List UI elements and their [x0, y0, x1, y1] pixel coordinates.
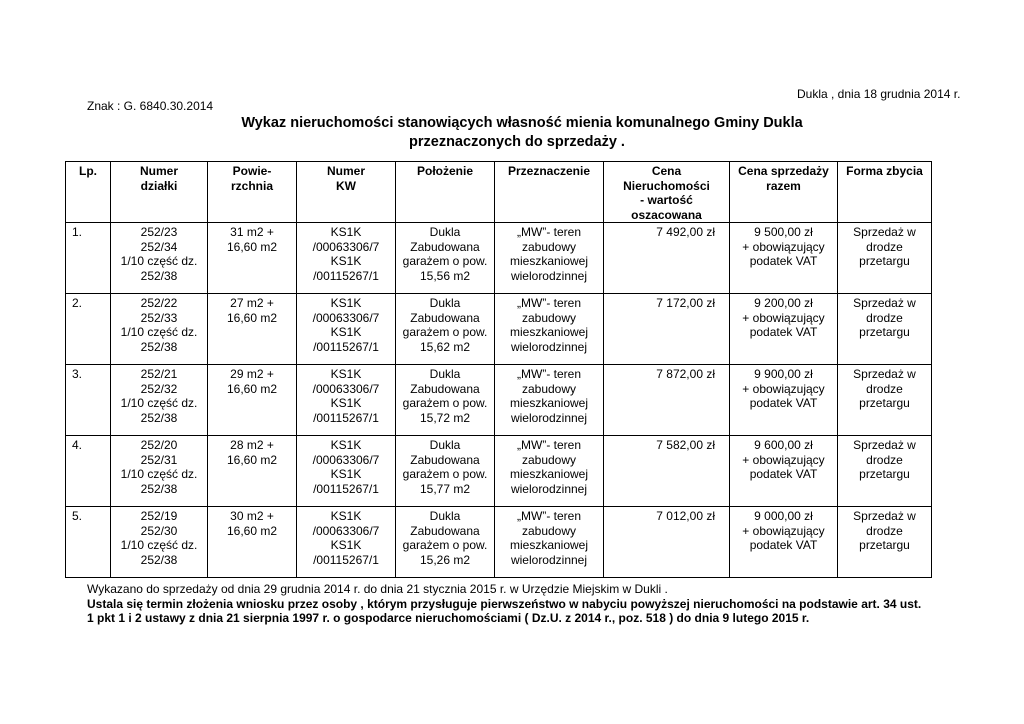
cell-text: garażem o pow.: [402, 538, 488, 552]
cell-text: 31 m2 +: [230, 225, 274, 239]
cell-forma-zbycia: [838, 507, 932, 578]
table-header-row: [66, 162, 932, 223]
table-row: [66, 436, 932, 507]
cell-text: 15,56 m2: [419, 268, 471, 283]
cell-text: 15,62 m2: [419, 339, 471, 354]
cell-text: KS1K: [330, 538, 362, 552]
cell-powierzchnia: [208, 436, 297, 507]
cell-text: przetargu: [859, 538, 910, 552]
cell-text: + obowiązujący: [742, 239, 825, 254]
cell-text: 252/31: [140, 452, 178, 467]
cell-text: 16,60 m2: [226, 310, 278, 325]
cell-text: Dukla: [429, 367, 461, 381]
cell-text: 9 900,00 zł: [754, 367, 813, 381]
cell-przeznaczenie: [495, 436, 604, 507]
cell-text: /00063306/7: [312, 452, 380, 467]
cell-cena-sprzedazy: [730, 507, 838, 578]
cell-text: mieszkaniowej: [509, 467, 589, 481]
table-row: [66, 294, 932, 365]
cell-text: /00115267/1: [313, 268, 379, 283]
column-header-text: działki: [140, 178, 178, 193]
cell-text: 252/23: [140, 225, 178, 239]
cell-text: 7 012,00 zł: [656, 509, 715, 523]
cell-text: 15,26 m2: [419, 552, 471, 567]
cell-text: „MW”- teren: [517, 367, 581, 381]
cell-text: 252/30: [140, 523, 178, 538]
cell-forma-zbycia: [838, 223, 932, 294]
property-table: [65, 161, 932, 578]
cell-text: Dukla: [429, 438, 461, 452]
column-header-text: Numer: [139, 164, 178, 178]
cell-text: KS1K: [330, 296, 362, 310]
cell-text: /00063306/7: [312, 310, 380, 325]
cell-text: zabudowy: [521, 310, 577, 325]
column-header-forma-zbycia: [838, 162, 932, 223]
cell-text: 1/10 część dz.: [120, 254, 198, 268]
cell-text: 252/21: [140, 367, 178, 381]
cell-text: 252/22: [140, 296, 178, 310]
cell-text: /00063306/7: [312, 523, 380, 538]
column-header-numer-dzialki: [111, 162, 208, 223]
cell-text: przetargu: [859, 325, 910, 339]
cell-text: „MW”- teren: [517, 438, 581, 452]
column-header-cena-sprzedazy: [730, 162, 838, 223]
column-header-text: Cena: [651, 164, 682, 178]
cell-text: /00063306/7: [312, 239, 380, 254]
cell-text: KS1K: [330, 509, 362, 523]
cell-text: KS1K: [330, 325, 362, 339]
cell-text: Sprzedaż w: [853, 438, 916, 452]
cell-przeznaczenie: [495, 507, 604, 578]
column-header-cena: [604, 162, 730, 223]
cell-text: garażem o pow.: [402, 467, 488, 481]
column-header-text: Cena sprzedaży: [738, 164, 829, 178]
cell-text: /00115267/1: [313, 552, 379, 567]
cell-text: 1/10 część dz.: [120, 396, 198, 410]
column-header-text: Przeznaczenie: [507, 164, 591, 178]
cell-text: + obowiązujący: [742, 310, 825, 325]
cell-powierzchnia: [208, 507, 297, 578]
cell-lp: [66, 436, 111, 507]
cell-text: podatek VAT: [749, 254, 818, 268]
reference-number: Znak : G. 6840.30.2014: [87, 99, 214, 113]
cell-text: drodze: [866, 381, 903, 396]
cell-text: /00115267/1: [313, 481, 379, 496]
cell-text: 16,60 m2: [226, 381, 278, 396]
cell-cena: [604, 507, 730, 578]
cell-text: przetargu: [859, 254, 910, 268]
column-header-text: - wartość: [640, 193, 693, 207]
column-header-numer-kw: [297, 162, 396, 223]
cell-polozenie: [396, 507, 495, 578]
cell-text: 252/20: [140, 438, 178, 452]
column-header-text: oszacowana: [631, 207, 702, 222]
column-header-text: razem: [766, 178, 801, 193]
cell-cena: [604, 436, 730, 507]
footer-notice: [87, 582, 921, 626]
cell-polozenie: [396, 365, 495, 436]
cell-text: Zabudowana: [410, 452, 480, 467]
column-header-przeznaczenie: [495, 162, 604, 223]
cell-text: wielorodzinnej: [510, 481, 588, 496]
cell-lp: [66, 223, 111, 294]
cell-numer-dzialki: [111, 365, 208, 436]
cell-text: 16,60 m2: [226, 452, 278, 467]
cell-text: 15,72 m2: [419, 410, 471, 425]
cell-text: KS1K: [330, 467, 362, 481]
cell-text: + obowiązujący: [742, 452, 825, 467]
table-body: [66, 223, 932, 578]
cell-numer-kw: [297, 436, 396, 507]
cell-text: 252/38: [140, 268, 178, 283]
cell-text: 4.: [72, 438, 83, 452]
cell-text: 3.: [72, 367, 83, 381]
column-header-text: rzchnia: [230, 178, 273, 193]
document-title: [0, 114, 1024, 152]
cell-text: 15,77 m2: [419, 481, 471, 496]
cell-powierzchnia: [208, 365, 297, 436]
table-row: [66, 223, 932, 294]
cell-text: 252/32: [140, 381, 178, 396]
cell-text: przetargu: [859, 467, 910, 481]
cell-text: 5.: [72, 509, 83, 523]
cell-numer-kw: [297, 507, 396, 578]
cell-text: wielorodzinnej: [510, 552, 588, 567]
cell-text: Zabudowana: [410, 381, 480, 396]
cell-text: 16,60 m2: [226, 523, 278, 538]
column-header-text: Powie-: [232, 164, 272, 178]
cell-text: 9 500,00 zł: [754, 225, 813, 239]
column-header-lp: [66, 162, 111, 223]
table-row: [66, 365, 932, 436]
cell-text: KS1K: [330, 396, 362, 410]
cell-text: 252/38: [140, 552, 178, 567]
cell-lp: [66, 507, 111, 578]
cell-text: 28 m2 +: [230, 438, 274, 452]
cell-text: 9 000,00 zł: [754, 509, 813, 523]
cell-text: Sprzedaż w: [853, 225, 916, 239]
footer-line-3: 1 pkt 1 i 2 ustawy z dnia 21 sierpnia 1997 r. o gospodarce nieruchomościami ( Dz.U. z 2014 r., poz. 518 ) do dnia 9 lutego 2015 r.: [87, 611, 810, 625]
cell-text: 1/10 część dz.: [120, 325, 198, 339]
cell-przeznaczenie: [495, 294, 604, 365]
column-header-powierzchnia: [208, 162, 297, 223]
cell-text: Zabudowana: [410, 523, 480, 538]
cell-text: podatek VAT: [749, 325, 818, 339]
cell-text: 27 m2 +: [230, 296, 274, 310]
cell-text: garażem o pow.: [402, 325, 488, 339]
cell-text: 7 492,00 zł: [656, 225, 715, 239]
cell-text: /00063306/7: [312, 381, 380, 396]
cell-text: 30 m2 +: [230, 509, 274, 523]
cell-text: Dukla: [429, 509, 461, 523]
cell-cena: [604, 223, 730, 294]
cell-text: KS1K: [330, 225, 362, 239]
cell-text: 7 582,00 zł: [656, 438, 715, 452]
cell-text: drodze: [866, 523, 903, 538]
footer-line-1: Wykazano do sprzedaży od dnia 29 grudnia 2014 r. do dnia 21 stycznia 2015 r. w Urzędzie Miejskim w Dukli .: [87, 582, 668, 596]
cell-numer-kw: [297, 365, 396, 436]
cell-numer-kw: [297, 223, 396, 294]
cell-text: 252/38: [140, 481, 178, 496]
cell-text: drodze: [866, 239, 903, 254]
cell-text: mieszkaniowej: [509, 254, 589, 268]
cell-text: KS1K: [330, 438, 362, 452]
cell-text: wielorodzinnej: [510, 268, 588, 283]
cell-text: + obowiązujący: [742, 381, 825, 396]
cell-numer-dzialki: [111, 507, 208, 578]
cell-cena: [604, 294, 730, 365]
cell-numer-dzialki: [111, 294, 208, 365]
cell-numer-kw: [297, 294, 396, 365]
cell-text: podatek VAT: [749, 467, 818, 481]
column-header-text: Forma zbycia: [846, 164, 923, 178]
cell-lp: [66, 365, 111, 436]
cell-text: zabudowy: [521, 523, 577, 538]
table-row: [66, 507, 932, 578]
cell-text: /00115267/1: [313, 410, 379, 425]
column-header-text: KW: [336, 178, 356, 193]
column-header-polozenie: [396, 162, 495, 223]
cell-cena-sprzedazy: [730, 223, 838, 294]
cell-text: Dukla: [429, 296, 461, 310]
cell-text: „MW”- teren: [517, 225, 581, 239]
cell-text: 252/33: [140, 310, 178, 325]
cell-text: 1/10 część dz.: [120, 467, 198, 481]
cell-text: 9 600,00 zł: [754, 438, 813, 452]
cell-text: zabudowy: [521, 239, 577, 254]
cell-forma-zbycia: [838, 365, 932, 436]
document-date: Dukla , dnia 18 grudnia 2014 r.: [797, 87, 961, 101]
cell-text: 1.: [72, 225, 83, 239]
cell-text: Sprzedaż w: [853, 509, 916, 523]
cell-text: Zabudowana: [410, 239, 480, 254]
cell-text: 252/19: [140, 509, 178, 523]
cell-lp: [66, 294, 111, 365]
cell-text: garażem o pow.: [402, 254, 488, 268]
cell-text: Sprzedaż w: [853, 296, 916, 310]
cell-text: mieszkaniowej: [509, 325, 589, 339]
cell-cena-sprzedazy: [730, 365, 838, 436]
cell-text: 252/38: [140, 410, 178, 425]
cell-cena: [604, 365, 730, 436]
column-header-text: Lp.: [79, 164, 97, 178]
cell-powierzchnia: [208, 294, 297, 365]
cell-polozenie: [396, 223, 495, 294]
cell-przeznaczenie: [495, 365, 604, 436]
column-header-text: Nieruchomości: [623, 178, 710, 193]
cell-numer-dzialki: [111, 223, 208, 294]
cell-polozenie: [396, 294, 495, 365]
cell-text: 252/34: [140, 239, 178, 254]
cell-text: 7 872,00 zł: [656, 367, 715, 381]
cell-text: drodze: [866, 310, 903, 325]
cell-text: „MW”- teren: [517, 509, 581, 523]
footer-line-2: Ustala się termin złożenia wniosku przez osoby , którym przysługuje pierwszeństwo w nabyciu powyższej nieruchomości na podstawie art. 34 ust.: [87, 596, 922, 611]
cell-text: 7 172,00 zł: [656, 296, 715, 310]
cell-text: 1/10 część dz.: [120, 538, 198, 552]
cell-forma-zbycia: [838, 436, 932, 507]
cell-text: garażem o pow.: [402, 396, 488, 410]
cell-text: podatek VAT: [749, 396, 818, 410]
cell-text: + obowiązujący: [742, 523, 825, 538]
cell-powierzchnia: [208, 223, 297, 294]
cell-text: podatek VAT: [749, 538, 818, 552]
cell-text: Sprzedaż w: [853, 367, 916, 381]
column-header-text: Numer: [326, 164, 365, 178]
cell-cena-sprzedazy: [730, 436, 838, 507]
cell-text: Zabudowana: [410, 310, 480, 325]
cell-text: KS1K: [330, 254, 362, 268]
cell-polozenie: [396, 436, 495, 507]
cell-text: 16,60 m2: [226, 239, 278, 254]
cell-text: wielorodzinnej: [510, 339, 588, 354]
title-line-1: Wykaz nieruchomości stanowiących własność mienia komunalnego Gminy Dukla: [241, 115, 803, 131]
cell-text: zabudowy: [521, 452, 577, 467]
cell-cena-sprzedazy: [730, 294, 838, 365]
title-line-2: przeznaczonych do sprzedaży .: [409, 134, 625, 150]
cell-text: „MW”- teren: [517, 296, 581, 310]
cell-text: 9 200,00 zł: [754, 296, 813, 310]
cell-numer-dzialki: [111, 436, 208, 507]
cell-text: mieszkaniowej: [509, 538, 589, 552]
cell-text: KS1K: [330, 367, 362, 381]
column-header-text: Położenie: [416, 164, 473, 178]
cell-text: zabudowy: [521, 381, 577, 396]
cell-text: przetargu: [859, 396, 910, 410]
cell-forma-zbycia: [838, 294, 932, 365]
cell-przeznaczenie: [495, 223, 604, 294]
cell-text: mieszkaniowej: [509, 396, 589, 410]
cell-text: drodze: [866, 452, 903, 467]
cell-text: Dukla: [429, 225, 461, 239]
cell-text: 29 m2 +: [230, 367, 274, 381]
cell-text: 252/38: [140, 339, 178, 354]
cell-text: wielorodzinnej: [510, 410, 588, 425]
cell-text: 2.: [72, 296, 83, 310]
cell-text: /00115267/1: [313, 339, 379, 354]
